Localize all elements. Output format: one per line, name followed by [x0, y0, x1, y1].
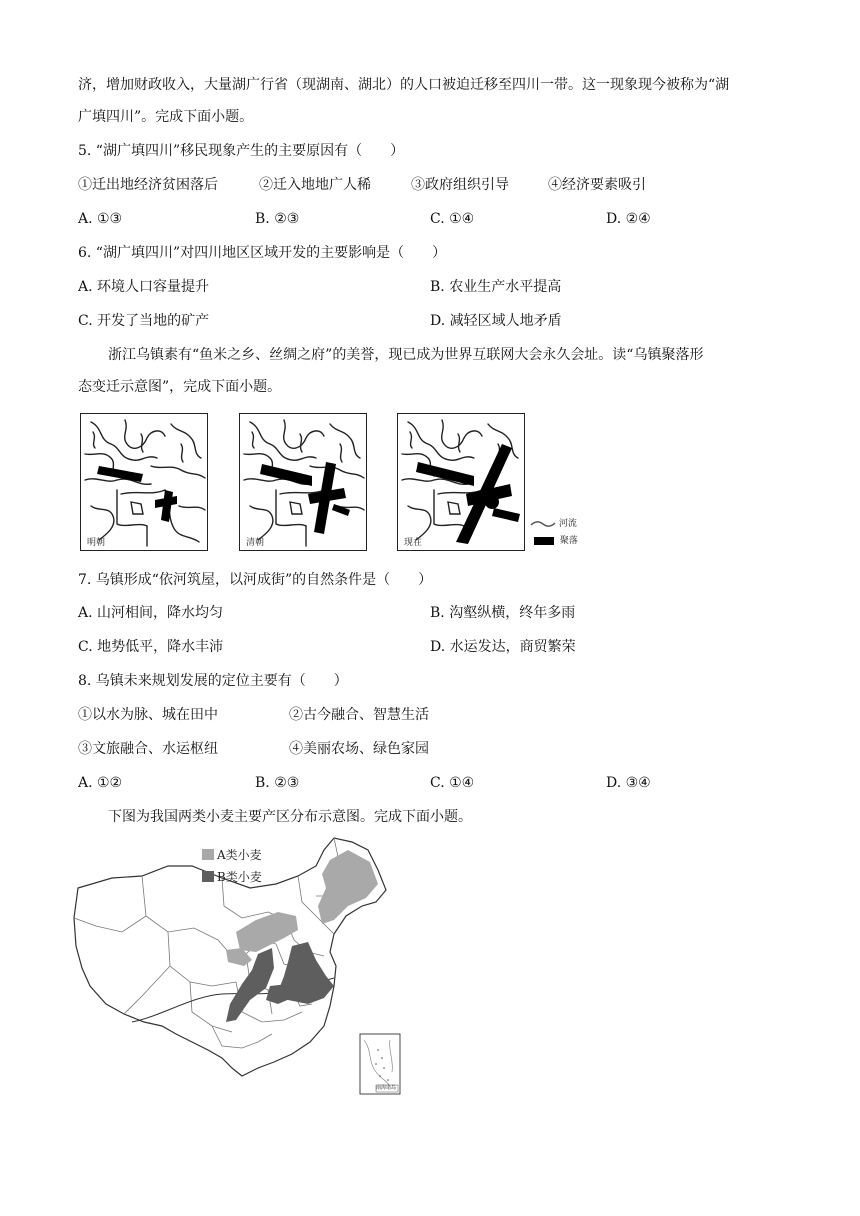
q5-option-a[interactable]: A. ①③ — [78, 211, 123, 227]
wuzhen-intro-line-1: 浙江乌镇素有“鱼米之乡、丝绸之府”的美誉，现已成为世界互联网大会永久会址。读“乌镇聚落形 — [108, 347, 704, 363]
q5-option-b[interactable]: B. ②③ — [255, 211, 300, 227]
q5-option-c[interactable]: C. ①④ — [430, 211, 475, 227]
river-network-graphic — [81, 414, 207, 550]
q5-item-1: ①迁出地经济贫困落后 — [78, 177, 218, 193]
wuzhen-map-ming — [80, 413, 208, 551]
intro-line-1: 济，增加财政收入，大量湖广行省（现湖南、湖北）的人口被迫迁移至四川一带。这一现象现今被称为“湖 — [78, 77, 730, 93]
q5-item-4: ④经济要素吸引 — [548, 177, 646, 193]
q6-option-d[interactable]: D. 减轻区域人地矛盾 — [430, 313, 562, 329]
river-legend-icon — [530, 520, 556, 528]
legend-a-wheat — [202, 846, 262, 863]
a-wheat-swatch — [202, 849, 214, 860]
q7-stem: 7. 乌镇形成“依河筑屋，以河成街”的自然条件是（ ） — [78, 572, 433, 588]
legend-settlement-label: 聚落 — [559, 536, 578, 546]
q8-option-c[interactable]: C. ①④ — [430, 775, 475, 791]
panel-label-qing: 清朝 — [246, 538, 265, 548]
q8-item-4: ④美丽农场、绿色家园 — [289, 741, 429, 757]
q8-item-3: ③文旅融合、水运枢纽 — [78, 741, 218, 757]
intro-line-2: 广填四川”。完成下面小题。 — [78, 109, 254, 125]
river-network-graphic — [240, 414, 366, 550]
legend-river-label: 河流 — [558, 519, 577, 529]
q5-option-d[interactable]: D. ②④ — [606, 211, 651, 227]
q8-item-2: ②古今融合、智慧生活 — [289, 707, 429, 723]
panel-label-now: 现在 — [404, 538, 423, 548]
wuzhen-map-now — [397, 413, 525, 551]
inset-label: 南海诸岛 — [376, 1085, 397, 1091]
q7-option-b[interactable]: B. 沟壑纵横，终年多雨 — [430, 605, 576, 621]
q6-option-b[interactable]: B. 农业生产水平提高 — [430, 279, 562, 295]
q8-option-a[interactable]: A. ①② — [78, 775, 123, 791]
river-network-graphic — [398, 414, 524, 550]
settlement-legend-icon — [534, 537, 554, 545]
b-wheat-swatch — [202, 871, 214, 882]
q5-item-3: ③政府组织引导 — [411, 177, 509, 193]
wheat-intro: 下图为我国两类小麦主要产区分布示意图。完成下面小题。 — [108, 809, 472, 825]
legend-settlement — [534, 533, 578, 546]
q6-option-a[interactable]: A. 环境人口容量提升 — [78, 279, 210, 295]
wuzhen-map-qing — [239, 413, 367, 551]
wuzhen-intro-line-2: 态变迁示意图”，完成下面小题。 — [78, 379, 282, 395]
q6-option-c[interactable]: C. 开发了当地的矿产 — [78, 313, 210, 329]
q5-item-2: ②迁入地地广人稀 — [259, 177, 371, 193]
q7-option-d[interactable]: D. 水运发达，商贸繁荣 — [430, 639, 576, 655]
q8-option-b[interactable]: B. ②③ — [255, 775, 300, 791]
q8-stem: 8. 乌镇未来规划发展的定位主要有（ ） — [78, 673, 348, 689]
q5-stem: 5. “湖广填四川”移民现象产生的主要原因有（ ） — [78, 143, 405, 159]
q8-item-1: ①以水为脉、城在田中 — [78, 707, 218, 723]
panel-label-ming: 明朝 — [87, 538, 106, 548]
q6-stem: 6. “湖广填四川”对四川地区区域开发的主要影响是（ ） — [78, 245, 447, 261]
q8-option-d[interactable]: D. ③④ — [606, 775, 651, 791]
q7-option-c[interactable]: C. 地势低平，降水丰沛 — [78, 639, 224, 655]
legend-b-wheat — [202, 868, 262, 885]
legend-river — [530, 516, 577, 529]
q7-option-a[interactable]: A. 山河相间，降水均匀 — [78, 605, 224, 621]
legend-a-label: A类小麦 — [217, 848, 262, 862]
wheat-map — [72, 836, 412, 1098]
legend-b-label: B类小麦 — [217, 870, 262, 884]
